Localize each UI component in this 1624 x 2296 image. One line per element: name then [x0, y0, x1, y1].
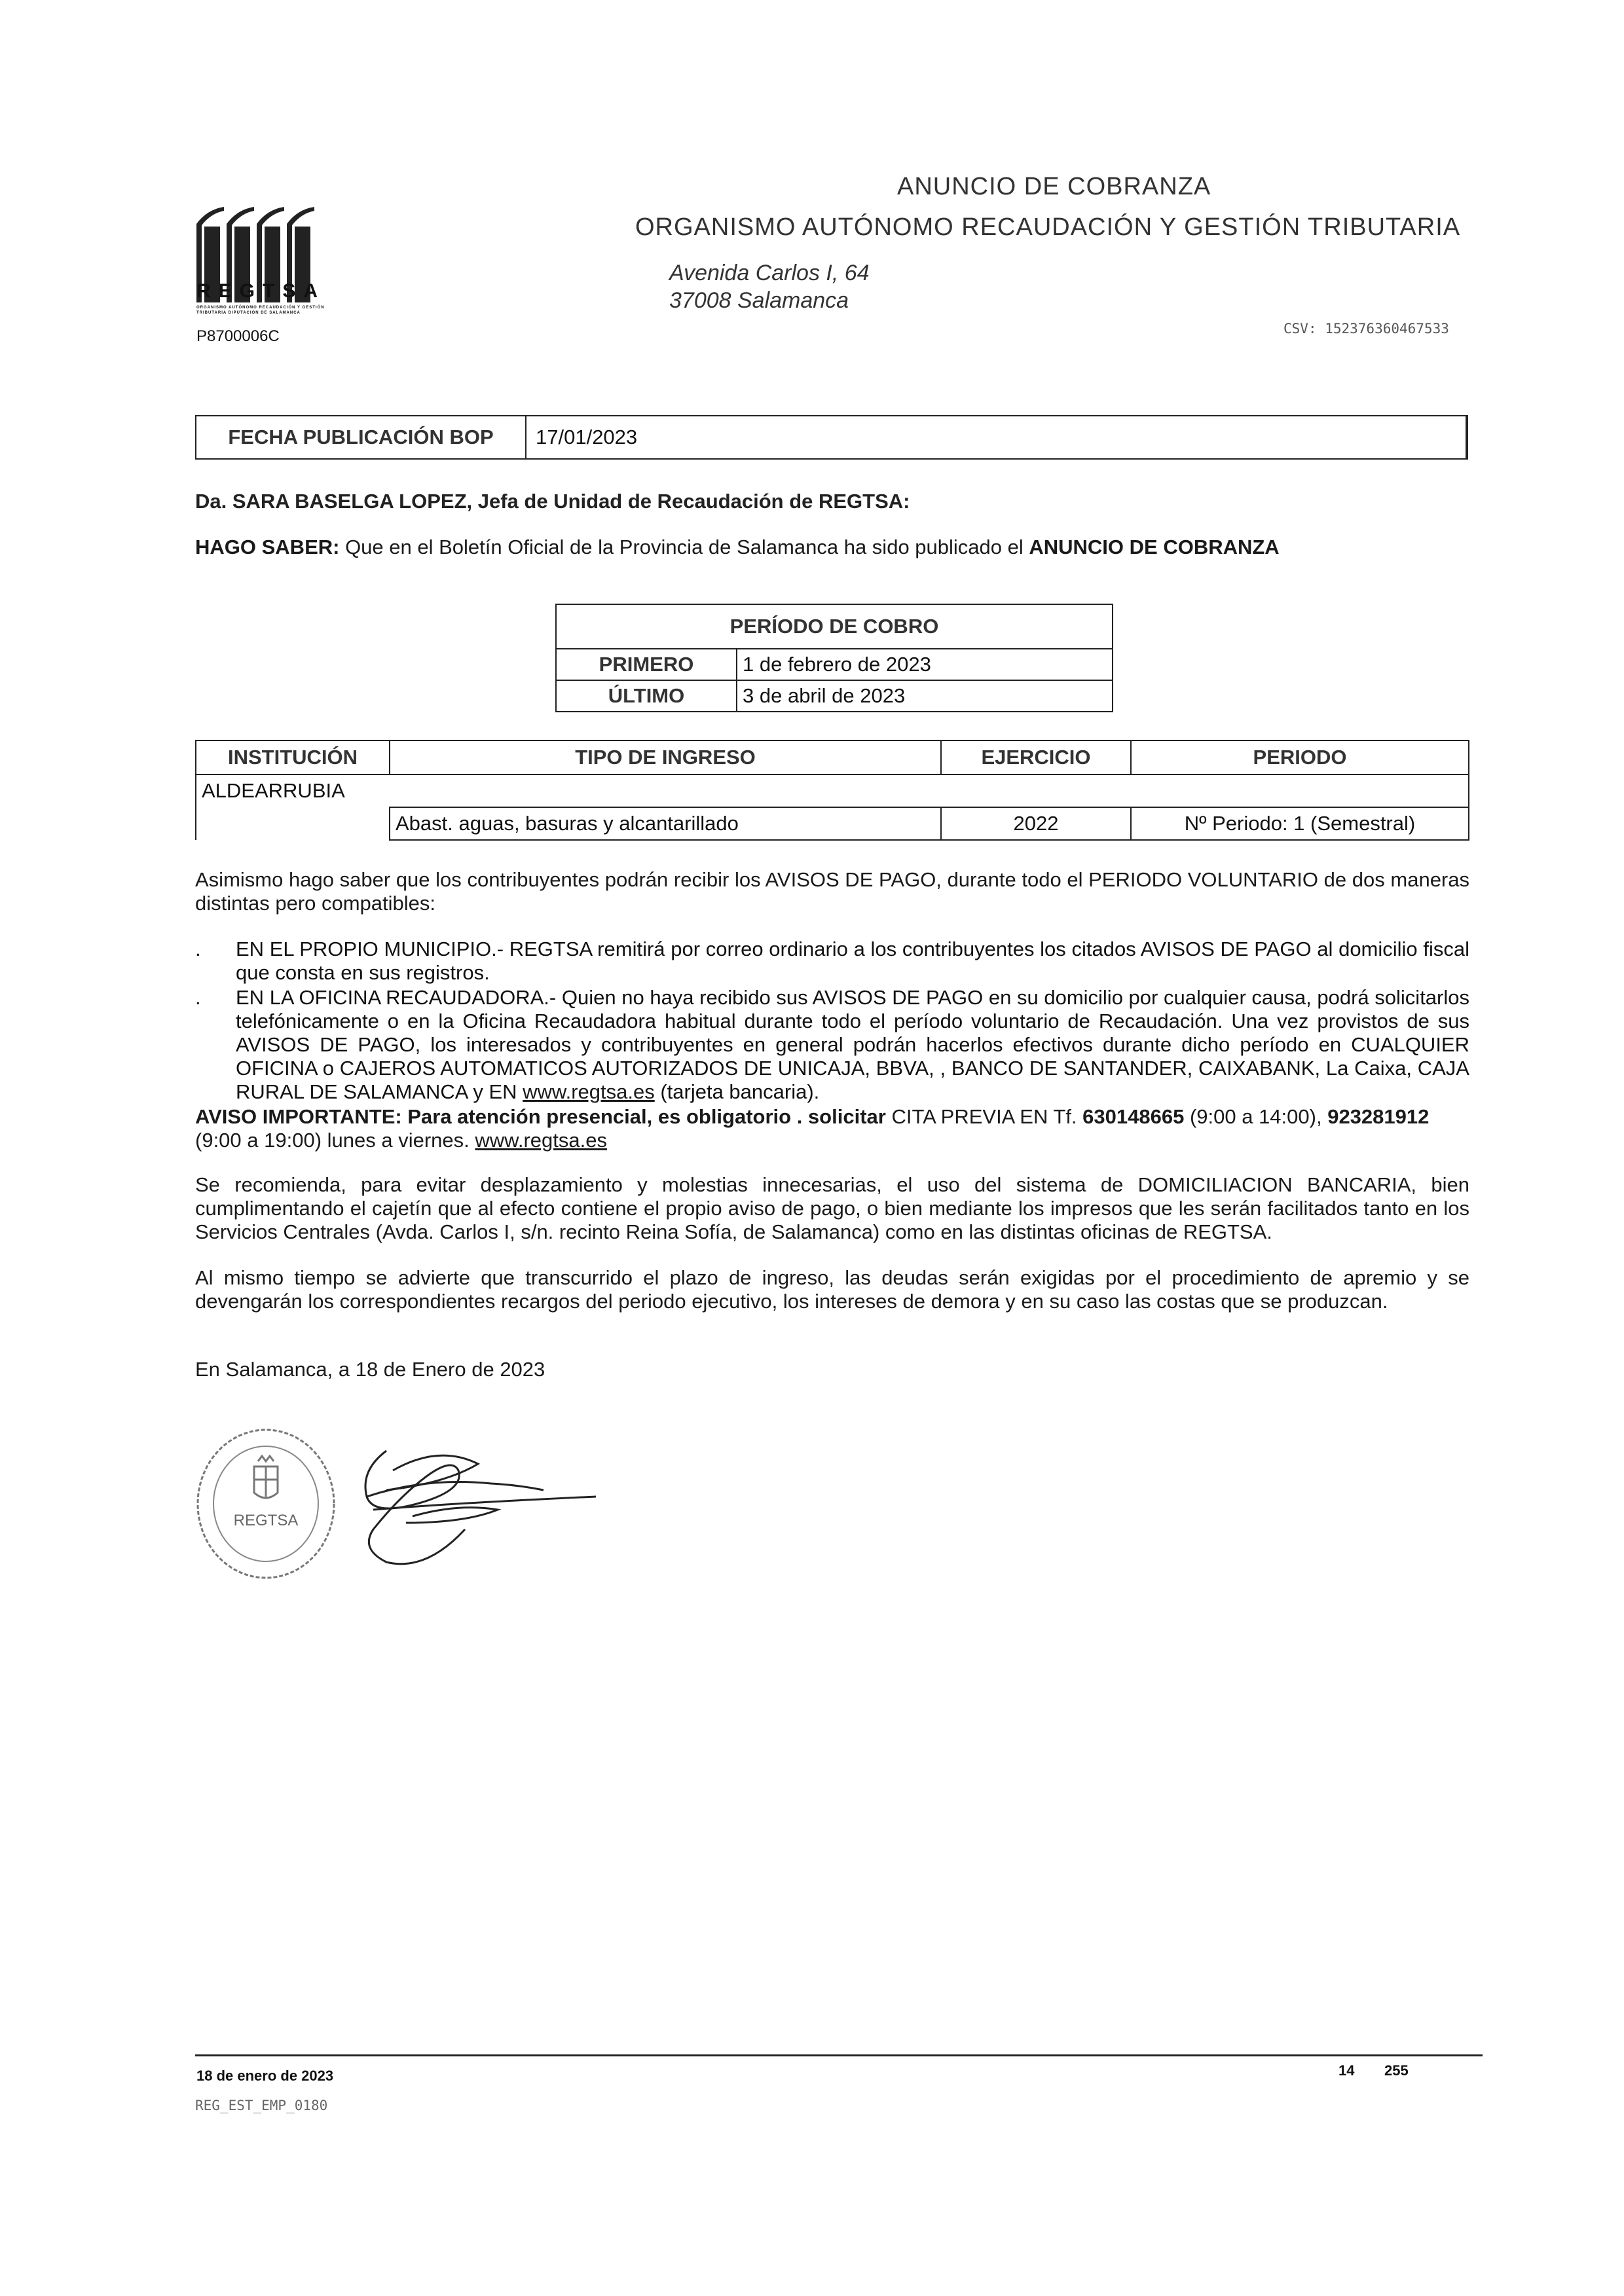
seal-text: REGTSA: [233, 1512, 299, 1529]
bullet-oficina-tail: (tarjeta bancaria).: [654, 1080, 820, 1103]
bullet-municipio: [195, 938, 1469, 985]
hago-saber-text: Que en el Boletín Oficial de la Provincia de Salamanca ha sido publicado el: [339, 536, 1029, 558]
ejercicio-value: 2022: [941, 807, 1131, 840]
signature: [347, 1431, 609, 1575]
logo-wordmark: REGTSA: [196, 280, 326, 302]
paragraph-domiciliacion: Se recomienda, para evitar desplazamiento y molestias innecesarias, el uso del sistema de DOMICILIACION BANCARIA, bien cumplimentando el cajetín que al efecto contiene el propio aviso de pago, o bien mediante los impresos que les serán facilitados tanto en los Servicios Centrales (Avda. Carlos I, s/n. recinto Reina Sofía, de Salamanca) como en las distintas oficinas de REGTSA.: [195, 1173, 1469, 1243]
ultimo-label: ÚLTIMO: [556, 680, 737, 712]
aviso-text-3: (9:00 a 19:00) lunes a viernes.: [195, 1129, 475, 1152]
col-periodo: PERIODO: [1131, 740, 1469, 774]
ultimo-value: 3 de abril de 2023: [737, 680, 1113, 712]
table-row: [196, 807, 1469, 840]
periodo-cobro-table: [555, 604, 1113, 712]
aviso-text-2: (9:00 a 14:00),: [1184, 1105, 1328, 1128]
bop-date-box: [195, 415, 1468, 460]
periodo-cobro-header: PERÍODO DE COBRO: [556, 604, 1113, 649]
aviso-text-1: CITA PREVIA EN Tf.: [885, 1105, 1083, 1128]
footer-date: 18 de enero de 2023: [196, 2068, 334, 2084]
bop-value: 17/01/2023: [526, 416, 1467, 459]
official-seal: [195, 1427, 337, 1580]
hago-saber: [195, 536, 1469, 559]
col-tipo-ingreso: TIPO DE INGRESO: [390, 740, 941, 774]
primero-value: 1 de febrero de 2023: [737, 649, 1113, 680]
footer-reference: REG_EST_EMP_0180: [195, 2098, 328, 2113]
col-institucion: INSTITUCIÓN: [196, 740, 390, 774]
bullet-oficina-body: EN LA OFICINA RECAUDADORA.- Quien no haya recibido sus AVISOS DE PAGO en su domicilio por cualquier causa, podrá solicitarlos telefónicamente o en la Oficina Recaudadora habitual durante todo el período voluntario de Recaudación. Una vez provistos de sus AVISOS DE PAGO, los interesados y contribuyentes en general podrán hacerlos efectivos durante dicho período en CUALQUIER OFICINA o CAJEROS AUTOMATICOS AUTORIZADOS DE UNICAJA, BBVA, , BANCO DE SANTANDER, CAIXABANK, La Caixa, CAJA RURAL DE SALAMANCA y EN: [236, 986, 1469, 1103]
csv-code: CSV: 152376360467533: [1283, 321, 1449, 337]
hago-saber-bold: ANUNCIO DE COBRANZA: [1029, 536, 1280, 558]
ingreso-table: [195, 740, 1469, 841]
bullet-dot: .: [195, 986, 201, 1009]
footer-divider: [195, 2054, 1483, 2056]
bullet-oficina-text: [236, 986, 1469, 1104]
logo-subtitle: ORGANISMO AUTÓNOMO RECAUDACIÓN Y GESTIÓN TRIBUTARIA DIPUTACIÓN DE SALAMANCA: [196, 306, 325, 315]
regtsa-link-2[interactable]: www.regtsa.es: [475, 1129, 607, 1152]
bullet-municipio-text: EN EL PROPIO MUNICIPIO.- REGTSA remitirá por correo ordinario a los contribuyentes los citados AVISOS DE PAGO al domicilio fiscal que consta en sus registros.: [236, 938, 1469, 984]
place-date: En Salamanca, a 18 de Enero de 2023: [195, 1358, 545, 1381]
footer-total-pages: 255: [1384, 2062, 1409, 2079]
bullet-oficina: [195, 986, 1469, 1104]
col-ejercicio: EJERCICIO: [941, 740, 1131, 774]
bop-label: FECHA PUBLICACIÓN BOP: [196, 416, 526, 459]
organization-name: ORGANISMO AUTÓNOMO RECAUDACIÓN Y GESTIÓN TRIBUTARIA: [635, 213, 1461, 241]
footer-page-number: 14: [1338, 2062, 1355, 2079]
periodo-value: Nº Periodo: 1 (Semestral): [1131, 807, 1469, 840]
tipo-ingreso-value: Abast. aguas, basuras y alcantarillado: [390, 807, 941, 840]
aviso-bold: AVISO IMPORTANTE: Para atención presencial, es obligatorio . solicitar: [195, 1105, 886, 1128]
bullet-dot: .: [195, 938, 201, 960]
paragraph-apremio: Al mismo tiempo se advierte que transcurrido el plazo de ingreso, las deudas serán exigidas por el procedimiento de apremio y se devengarán los correspondientes recargos del periodo ejecutivo, los intereses de demora y en su caso las costas que se produzcan.: [195, 1266, 1469, 1313]
phone-1: 630148665: [1082, 1105, 1185, 1128]
regtsa-link[interactable]: www.regtsa.es: [523, 1080, 655, 1103]
phone-2: 923281912: [1327, 1105, 1430, 1128]
hago-saber-label: HAGO SABER:: [195, 536, 340, 558]
institution-name: ALDEARRUBIA: [196, 774, 1469, 807]
paragraph-avisos: Asimismo hago saber que los contribuyentes podrán recibir los AVISOS DE PAGO, durante todo el PERIODO VOLUNTARIO de dos maneras distintas pero compatibles:: [195, 868, 1469, 915]
primero-label: PRIMERO: [556, 649, 737, 680]
aviso-importante: [195, 1105, 1469, 1152]
address-line-1: Avenida Carlos I, 64: [669, 261, 870, 285]
regtsa-logo: [194, 172, 331, 342]
logo-code: P8700006C: [196, 327, 280, 345]
document-title: ANUNCIO DE COBRANZA: [897, 173, 1211, 200]
address: [669, 259, 870, 314]
address-line-2: 37008 Salamanca: [669, 288, 849, 313]
official-line: Da. SARA BASELGA LOPEZ, Jefa de Unidad de Recaudación de REGTSA:: [195, 490, 910, 513]
